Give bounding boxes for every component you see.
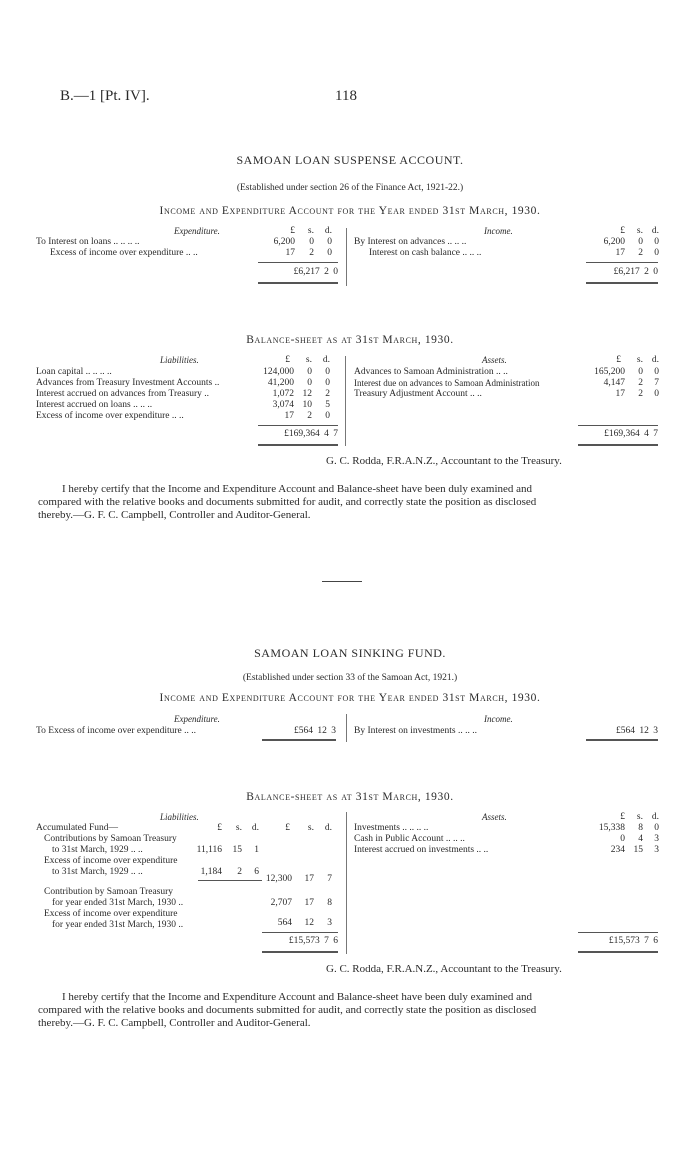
income-row-label: Interest on cash balance .. .. .. (369, 248, 482, 258)
asset-row-label: Interest due on advances to Samoan Administration (354, 378, 540, 388)
currency-pence: d. (251, 823, 259, 833)
sinking-expenditure-heading: Expenditure. (174, 714, 220, 724)
rule (586, 262, 658, 263)
suspense-ie-heading: Income and Expenditure Account for the Year ended 31st March, 1930. (159, 205, 541, 217)
audit-certificate (38, 483, 653, 522)
currency-pounds: £ (217, 823, 222, 833)
contribution-label: Contribution by Samoan Treasury (44, 887, 174, 897)
amount-pounds: 165,200 (594, 367, 625, 377)
amount-shillings: 8 (638, 823, 643, 833)
subtotal-shillings: 17 (304, 874, 314, 884)
excess-label: to 31st March, 1929 .. .. (52, 867, 143, 877)
column-divider (346, 228, 347, 286)
amount-pounds: 0 (620, 834, 625, 844)
expenditure-row-label: To Excess of income over expenditure .. .. (36, 726, 196, 736)
audit-certificate (38, 991, 653, 1030)
amount-shillings: 2 (638, 389, 643, 399)
liability-row-label: Interest accrued on advances from Treasury .. (36, 389, 210, 399)
income-row-label: By Interest on investments .. .. .. (354, 726, 477, 736)
liability-row-label: Interest accrued on loans .. .. .. (36, 400, 153, 410)
asset-row-label: Investments .. .. .. .. (354, 823, 429, 833)
income-row-label: By Interest on advances .. .. .. (354, 237, 467, 247)
accountant-signature: G. C. Rodda, F.R.A.N.Z., Accountant to the Treasury. (326, 963, 562, 975)
asset-row-label: Advances to Samoan Administration .. .. (354, 367, 508, 377)
contribution-label: Contributions by Samoan Treasury (44, 834, 177, 844)
suspense-bs-heading: Balance-sheet as at 31st March, 1930. (246, 334, 454, 346)
double-rule (586, 739, 658, 741)
amount-pence: 0 (654, 389, 659, 399)
amount-pence: 3 (327, 918, 332, 928)
liabilities-total: £169,364 4 7 (284, 429, 338, 439)
suspense-expenditure-heading: Expenditure. (174, 226, 220, 236)
assets-heading: Assets. (482, 355, 507, 365)
sinking-income-heading: Income. (484, 714, 513, 724)
amount-shillings: 2 (307, 411, 312, 421)
rule (578, 425, 658, 426)
asset-row-label: Treasury Adjustment Account .. .. (354, 389, 482, 399)
page-number: 118 (335, 88, 357, 104)
liability-row-label: Advances from Treasury Investment Accounts .. (36, 378, 220, 388)
currency-pence: d. (651, 812, 659, 822)
amount-pounds: 15,338 (598, 823, 625, 833)
liabilities-total: £15,573 7 6 (288, 936, 338, 946)
asset-row-label: Interest accrued on investments .. .. (354, 845, 489, 855)
currency-pence: d. (651, 355, 659, 365)
sinking-title: SAMOAN LOAN SINKING FUND. (254, 646, 446, 660)
amount-shillings: 15 (633, 845, 643, 855)
amount-shillings: 0 (638, 367, 643, 377)
amount-pence: 1 (254, 845, 259, 855)
amount-pounds: 17 (285, 248, 295, 258)
amount-pence: 0 (654, 237, 659, 247)
certificate-line: I hereby certify that the Income and Expenditure Account and Balance-sheet have been duly examined and (62, 483, 533, 495)
amount-shillings: 2 (237, 867, 242, 877)
double-rule (262, 739, 336, 741)
currency-shillings: s. (636, 226, 643, 236)
amount-pence: 3 (654, 845, 659, 855)
currency-pounds: £ (620, 226, 625, 236)
excess-label: Excess of income over expenditure (44, 909, 178, 919)
currency-shillings: s. (636, 355, 643, 365)
expenditure-row-label: Excess of income over expenditure .. .. (50, 248, 198, 258)
section-separator (322, 581, 362, 582)
amount-pounds: 11,116 (196, 845, 222, 855)
amount-pence: 0 (325, 378, 330, 388)
certificate-line: compared with the relative books and documents submitted for audit, and correctly state the position as disclosed (38, 1004, 537, 1016)
currency-pence: d. (324, 823, 332, 833)
currency-pounds: £ (616, 355, 621, 365)
amount-shillings: 2 (309, 248, 314, 258)
amount-shillings: 12 (304, 918, 314, 928)
amount-pence: 0 (325, 411, 330, 421)
amount-pence: 2 (325, 389, 330, 399)
amount-pounds: 3,074 (272, 400, 294, 410)
amount-shillings: 2 (638, 378, 643, 388)
currency-shillings: s. (307, 226, 314, 236)
amount-pence: 0 (654, 823, 659, 833)
currency-pounds: £ (290, 226, 295, 236)
liability-row-label: Loan capital .. .. .. .. (36, 367, 112, 377)
excess-label: for year ended 31st March, 1930 .. (52, 920, 184, 930)
amount-pounds: 1,184 (200, 867, 222, 877)
suspense-title: SAMOAN LOAN SUSPENSE ACCOUNT. (236, 153, 464, 167)
amount-shillings: 0 (309, 237, 314, 247)
amount-shillings: 0 (307, 367, 312, 377)
amount-pence: 0 (327, 248, 332, 258)
assets-total: £169,364 4 7 (604, 429, 658, 439)
page-header-reference: B.—1 [Pt. IV]. (60, 88, 150, 104)
assets-heading: Assets. (482, 812, 507, 822)
amount-pounds: 234 (610, 845, 625, 855)
assets-total: £15,573 7 6 (608, 936, 658, 946)
amount-pounds: 4,147 (603, 378, 625, 388)
sinking-ie-heading: Income and Expenditure Account for the Year ended 31st March, 1930. (159, 692, 541, 704)
liabilities-heading: Liabilities. (160, 812, 199, 822)
contribution-label: for year ended 31st March, 1930 .. (52, 898, 184, 908)
suspense-subtitle: (Established under section 26 of the Finance Act, 1921-22.) (236, 183, 464, 193)
amount-pounds: 41,200 (267, 378, 294, 388)
double-rule (258, 282, 338, 284)
amount-pounds: 17 (284, 411, 294, 421)
expenditure-amount: £564 12 3 (294, 726, 336, 736)
currency-pounds: £ (285, 823, 290, 833)
sinking-bs-heading: Balance-sheet as at 31st March, 1930. (246, 791, 454, 803)
certificate-line: thereby.—G. F. C. Campbell, Controller and Auditor-General. (38, 1017, 311, 1029)
amount-shillings: 17 (304, 898, 314, 908)
amount-pounds: 564 (277, 918, 292, 928)
double-rule (578, 444, 658, 446)
rule (258, 425, 338, 426)
amount-pence: 0 (654, 367, 659, 377)
currency-shillings: s. (307, 823, 314, 833)
amount-pence: 5 (325, 400, 330, 410)
income-total: £6,217 2 0 (613, 267, 658, 277)
liability-row-label: Excess of income over expenditure .. .. (36, 411, 184, 421)
double-rule (262, 951, 338, 953)
double-rule (578, 951, 658, 953)
currency-pence: d. (324, 226, 332, 236)
column-divider (346, 714, 347, 742)
income-amount: £564 12 3 (616, 726, 658, 736)
amount-shillings: 2 (638, 248, 643, 258)
subtotal-pounds: 12,300 (265, 874, 292, 884)
subtotal-pence: 7 (327, 874, 332, 884)
accumulated-fund-label: Accumulated Fund— (36, 823, 119, 833)
asset-row-label: Cash in Public Account .. .. .. (354, 834, 465, 844)
amount-shillings: 15 (232, 845, 242, 855)
amount-pounds: 124,000 (263, 367, 294, 377)
currency-shillings: s. (235, 823, 242, 833)
rule (258, 262, 338, 263)
amount-pence: 0 (327, 237, 332, 247)
amount-pounds: 6,200 (273, 237, 295, 247)
currency-pence: d. (651, 226, 659, 236)
currency-pence: d. (322, 355, 330, 365)
amount-pence: 8 (327, 898, 332, 908)
column-divider (346, 812, 347, 954)
certificate-line: I hereby certify that the Income and Expenditure Account and Balance-sheet have been duly examined and (62, 991, 533, 1003)
expenditure-row-label: To Interest on loans .. .. .. .. (36, 237, 140, 247)
certificate-line: thereby.—G. F. C. Campbell, Controller and Auditor-General. (38, 509, 311, 521)
currency-shillings: s. (305, 355, 312, 365)
amount-pence: 3 (654, 834, 659, 844)
currency-pounds: £ (285, 355, 290, 365)
amount-pounds: 17 (615, 389, 625, 399)
certificate-line: compared with the relative books and documents submitted for audit, and correctly state the position as disclosed (38, 496, 537, 508)
excess-label: Excess of income over expenditure (44, 856, 178, 866)
amount-pounds: 1,072 (272, 389, 294, 399)
double-rule (586, 282, 658, 284)
amount-pounds: 2,707 (270, 898, 292, 908)
rule (262, 932, 338, 933)
rule (578, 932, 658, 933)
suspense-income-heading: Income. (484, 226, 513, 236)
amount-shillings: 12 (302, 389, 312, 399)
liabilities-heading: Liabilities. (160, 355, 199, 365)
sinking-subtitle: (Established under section 33 of the Samoan Act, 1921.) (242, 673, 458, 683)
amount-pounds: 6,200 (603, 237, 625, 247)
double-rule (258, 444, 338, 446)
amount-pence: 0 (325, 367, 330, 377)
amount-pounds: 17 (615, 248, 625, 258)
amount-shillings: 4 (638, 834, 643, 844)
currency-pounds: £ (620, 812, 625, 822)
amount-pence: 7 (654, 378, 659, 388)
column-divider (345, 356, 346, 446)
amount-pence: 0 (654, 248, 659, 258)
amount-shillings: 0 (638, 237, 643, 247)
contribution-label: to 31st March, 1929 .. .. (52, 845, 143, 855)
amount-shillings: 10 (302, 400, 312, 410)
accountant-signature: G. C. Rodda, F.R.A.N.Z., Accountant to the Treasury. (326, 455, 562, 467)
currency-shillings: s. (636, 812, 643, 822)
amount-shillings: 0 (307, 378, 312, 388)
expenditure-total: £6,217 2 0 (293, 267, 338, 277)
amount-pence: 6 (254, 867, 259, 877)
